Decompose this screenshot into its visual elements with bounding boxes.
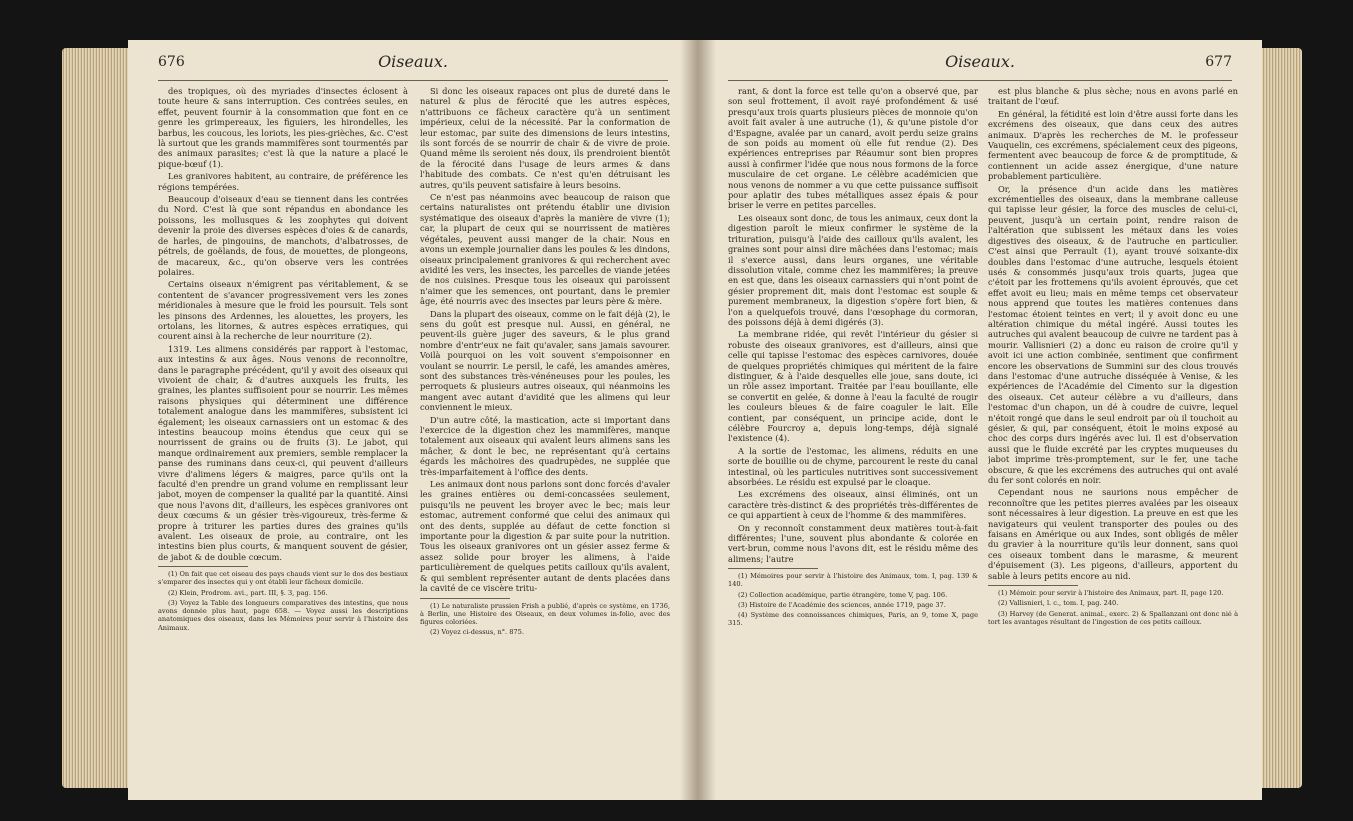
footnote: (2) Klein, Prodrom. avi., part. III, §. 3, pag. 156. bbox=[168, 588, 328, 597]
left-running-title: Oiseaux. bbox=[378, 52, 448, 71]
paragraph: Dans la plupart des oiseaux, comme on le fait déjà (2), le sens du goût est presque nul. Aussi, en général, ne peuvent-ils guère juger des saveurs, & le plus grand nombre d'entr'eux ne fait qu'avaler, sans jamais savourer. Voilà pourquoi on les voit souvent s'empoisonner en voulant se nourrir. Le persil, le café, les amandes amères, sont des substances très-vénéneuses pour les poules, les perroquets & plusieurs autres oiseaux, qui néanmoins les mangent avec autant d'avidité que les alimens qui leur conviennent le mieux. bbox=[420, 308, 670, 413]
footnote: (1) On fait que cet oiseau des pays chauds vient sur le dos des bestiaux s'emparer des insectes qui y ont établi leur fâcheux domicile. bbox=[158, 570, 408, 587]
footnote: (1) Mémoir. pour servir à l'histoire des Animaux, part. II, page 120. bbox=[998, 589, 1224, 598]
footnote: (3) Histoire de l'Académie des sciences, année 1719, page 37. bbox=[738, 600, 946, 609]
paragraph: Cependant nous ne saurions nous empêcher de reconnoître que les petites pierres avalées par les oiseaux sont nécessaires à leur digestion. La preuve en est que les navigateurs qui veulent transporter des poules ou des faisans en Amérique ou aux Indes, sont obligés de mêler du gravier à la nourriture qu'ils leur donnent, sans quoi ces oiseaux tombent dans le marasme, & meurent d'épuisement (3). Les pigeons, d'ailleurs, apportent du sable à leurs petits encore au nid. bbox=[988, 487, 1238, 581]
paragraph: Les excrémens des oiseaux, ainsi éliminés, ont un caractère très-distinct & des propriétés très-différentes de ce qui appartient à ceux de l'homme & des mammifères. bbox=[728, 489, 978, 521]
paragraph: Les oiseaux sont donc, de tous les animaux, ceux dont la digestion paroît le mieux confirmer le système de la trituration, puisqu'à l'aide des cailloux qu'ils avalent, les graines sont pour ainsi dire mâchées dans l'estomac; mais il s'exerce aussi, dans leurs organes, une véritable dissolution vitale, comme chez les mammifères; la preuve en est que, dans les oiseaux carnassiers qui n'ont point de gésier proprement dit, mais dont l'estomac est souple & purement membraneux, la digestion s'opère fort bien, & l'on a quelquefois trouvé, dans l'œsophage du cormoran, des poissons déjà à demi digérés (3). bbox=[728, 212, 978, 327]
left-page-header bbox=[128, 52, 698, 76]
left-page-number: 676 bbox=[158, 54, 185, 70]
paragraph: Beaucoup d'oiseaux d'eau se tiennent dans les contrées du Nord. C'est là que sont répandus en abondance les poissons, les mollusques & les zoophytes qui doivent devenir la proie des diverses espèces d'oies & de canards, de harles, de pingouins, de manchots, d'albatrosses, de pétrels, de goëlands, de fous, de mouettes, de plongeons, de macareux, &c., qu'on observe vers les contrées polaires. bbox=[158, 194, 408, 277]
paragraph: Ce n'est pas néanmoins avec beaucoup de raison que certains naturalistes ont prétendu établir une division systématique des oiseaux d'après la manière de vivre (1); car, la plupart de ceux qui se nourrissent de matières végétales, peuvent aussi manger de la chair. Nous en avons un exemple journalier dans les poules & les dindons, oiseaux principalement granivores & qui recherchent avec avidité les vers, les insectes, les parcelles de viande jetées de nos cuisines. Presque tous les oiseaux qui paroissent n'aimer que les semences, ont pourtant, dans le premier âge, été nourris avec des insectes par leurs père & mère. bbox=[420, 192, 670, 307]
footnote: (2) Vallisnieri, l. c., tom. I, pag. 240. bbox=[998, 599, 1119, 608]
right-header-rule bbox=[728, 80, 1232, 81]
paragraph: D'un autre côté, la mastication, acte si important dans l'exercice de la digestion chez les mammifères, manque totalement aux oiseaux qui avalent leurs alimens sans les mâcher, & dont le bec, ne représentant qu'à certains égards les mâchoires des quadrupèdes, ne supplée que très-imparfaitement à l'office des dents. bbox=[420, 414, 670, 477]
right-column-1 bbox=[728, 86, 978, 776]
footnote: (3) Voyez la Table des longueurs comparatives des intestins, que nous avons donnée plus haut, page 658. — Voyez aussi les descriptions anatomiques des oiseaux, dans les Mémoires pour servir à l'histoire des Animaux. bbox=[158, 598, 408, 632]
footnote: (3) Harvey (de Generat. animal., exerc. 2) & Spallanzani ont donc nié à tort les avantages résultant de l'ingestion de ces petits cailloux. bbox=[988, 609, 1238, 626]
paragraph: En général, la fétidité est loin d'être aussi forte dans les excrémens des oiseaux, que dans ceux des autres animaux. D'après les recherches de M. le professeur Vauquelin, ces excrémens, spécialement ceux des pigeons, fermentent avec beaucoup de force & de promptitude, & contiennent un acide assez énergique, d'une nature probablement particulière. bbox=[988, 108, 1238, 182]
footnote: (1) Le naturaliste prussien Frish a publié, d'après ce système, en 1736, à Berlin, une Histoire des Oiseaux, en deux volumes in-folio, avec des figures coloriées. bbox=[420, 601, 670, 626]
footnote-rule bbox=[988, 585, 1078, 586]
right-page bbox=[698, 40, 1262, 800]
paragraph: rant, & dont la force est telle qu'on a observé que, par son seul frottement, il avoit rayé profondément & usé presqu'aux trois quarts plusieurs pièces de monnoie qu'on avoit fait avaler à une autruche (1), & qu'une pistole d'or d'Espagne, avalée par un canard, avoit perdu seize grains de son poids au moment où elle fut rendue (2). Des expériences entreprises par Réaumur sont bien propres aussi à confirmer l'idée que nous nous formons de la force musculaire de cet organe. Le célèbre académicien que nous venons de nommer a vu que cette puissance suffisoit pour aplatir des tubes métalliques assez épais & pour briser le verre en petites parcelles. bbox=[728, 86, 978, 211]
footnote: (4) Système des connoissances chimiques, Paris, an 9, tome X, page 315. bbox=[728, 611, 978, 628]
left-column-1 bbox=[158, 86, 408, 776]
paragraph: des tropiques, où des myriades d'insectes éclosent à toute heure & sans interruption. Ces contrées seules, en effet, peuvent fournir à la consommation que font en ce genre les grimpereaux, les figuiers, les hirondelles, les barbus, les coucous, les loriots, les pies-grièches, &c. C'est là surtout que les grands mammifères sont tourmentés par des animaux parasites; c'est là que la nature a placé le pique-bœuf (1). bbox=[158, 86, 408, 169]
footnote-rule bbox=[728, 568, 818, 569]
paragraph: Les granivores habitent, au contraire, de préférence les régions tempérées. bbox=[158, 171, 408, 192]
right-column-2 bbox=[988, 86, 1238, 776]
paragraph: Si donc les oiseaux rapaces ont plus de dureté dans le naturel & plus de férocité que les autres espèces, n'attribuons ce fâcheux caractère qu'à un sentiment impérieux, celui de la nécessité. Par la conformation de leur estomac, par suite des dimensions de leurs intestins, ils sont forcés de se nourrir de chair & de vivre de proie. Quand même ils seroient nés doux, ils prendroient bientôt de la férocité dans l'usage de leurs armes & dans l'habitude des combats. Ce n'est qu'en détruisant les autres, qu'ils peuvent satisfaire à leurs besoins. bbox=[420, 86, 670, 190]
paragraph: Or, la présence d'un acide dans les matières excrémentielles des oiseaux, dans la membrane calleuse qui tapisse leur gésier, la force des muscles de celui-ci, peuvent, jusqu'à un certain point, rendre raison de l'altération que subissent les métaux dans les voies digestives des oiseaux, & de l'autruche en particulier. C'est ainsi que Perrault (1), ayant trouvé soixante-dix doubles dans l'estomac d'une autruche, lesquels étoient usés & consommés jusqu'aux trois quarts, jugea que c'étoit par les frottemens qu'ils avoient éprouvés, que cet effet avoit eu lieu; mais en même temps cet observateur nous apprend que toutes les matières contenues dans l'estomac étoient teintes en vert; il y avoit donc eu une altération chimique du métal ingéré. Aussi toutes les autruches qui avalent beaucoup de cuivre ne tardent pas à mourir. Vallisnieri (2) a donc eu raison de croire qu'il y avoit ici une action combinée, sentiment que confirment encore les observations de Summini sur des clous trouvés dans l'estomac d'une autruche disséquée à Venise, & les expériences de l'Académie del Cimento sur la digestion des oiseaux. Cet auteur célèbre a vu d'ailleurs, dans l'estomac d'un chapon, un dé à coudre de cuivre, lequel n'étoit rongé que dans le seul endroit par où il touchoit au gésier, & qui, par conséquent, étoit le moins exposé au choc des corps durs ingérés avec lui. Il est d'observation aussi que le fluide excrété par les cryptes muqueuses du jabot imprime très-promptement, sur le fer, une tache obscure, & que les excrémens des autruches qui ont avalé du fer sont colorés en noir. bbox=[988, 183, 1238, 486]
paragraph: Les animaux dont nous parlons sont donc forcés d'avaler les graines entières ou demi-concassées seulement, puisqu'ils ne peuvent les broyer avec le bec; mais leur estomac, autrement conformé que celui des animaux qui ont des dents, supplée au défaut de cette fonction si importante pour la digestion & par suite pour la nutrition. Tous les oiseaux granivores ont un gésier assez ferme & assez solide pour broyer les alimens, à l'aide particulièrement de quelques petits cailloux qu'ils avalent, & qui semblent représenter autant de dents placées dans la cavité de ce viscère tritu- bbox=[420, 479, 670, 594]
paragraph: 1319. Les alimens considérés par rapport à l'estomac, aux intestins & aux âges. Nous venons de reconnoître, dans le paragraphe précédent, qu'il y avoit des oiseaux qui vivoient de chair, & d'autres auxquels les fruits, les graines, les plantes suffisoient pour se nourrir. Les mêmes raisons physiques qui déterminent une différence totalement analogue dans les mammifères, subsistent ici également; les oiseaux carnassiers ont un estomac & des intestins beaucoup moins étendus que ceux qui se nourrissent de grains ou de fruits (3). Le jabot, qui manque ordinairement aux premiers, semble remplacer la panse des ruminans dans ceux-ci, qui peuvent d'ailleurs vivre d'alimens légers & maigres, parce qu'ils ont la faculté d'en prendre un grand volume en remplissant leur jabot, moyen de compenser la qualité par la quantité. Ainsi que nous l'avons dit, d'ailleurs, les espèces granivores ont deux cœcums & un gésier très-vigoureux, très-ferme & propre à triturer les parties dures des graines qu'ils avalent. Les oiseaux de proie, au contraire, ont les intestins bien plus courts, & manquent souvent de gésier, de jabot & de double cœcum. bbox=[158, 343, 408, 562]
paragraph: est plus blanche & plus sèche; nous en avons parlé en traitant de l'œuf. bbox=[988, 86, 1238, 107]
footnote-rule bbox=[158, 566, 248, 567]
paragraph: On y reconnoît constamment deux matières tout-à-fait différentes; l'une, souvent plus abondante & colorée en vert-brun, comme nous l'avons dit, est le résidu même des alimens; l'autre bbox=[728, 522, 978, 564]
footnote: (2) Collection académique, partie étrangère, tome V, pag. 106. bbox=[738, 590, 948, 599]
right-running-title: Oiseaux. bbox=[945, 52, 1015, 71]
right-page-edges bbox=[1262, 48, 1302, 788]
right-page-header bbox=[698, 52, 1262, 76]
footnote: (1) Mémoires pour servir à l'histoire des Animaux, tom. I, pag. 139 & 140. bbox=[728, 572, 978, 589]
book-gutter bbox=[680, 40, 716, 800]
left-page bbox=[128, 40, 698, 800]
paragraph: La membrane ridée, qui revêt l'intérieur du gésier si robuste des oiseaux granivores, est d'ailleurs, ainsi que celle qui tapisse l'estomac des espèces carnivores, douée de quelques propriétés chimiques qui méritent de la faire distinguer, & à l'aide desquelles elle joue, sans doute, ici un rôle assez important. Traitée par l'eau bouillante, elle se convertit en gelée, & donne à l'eau la faculté de rougir les couleurs bleues & de faire coaguler le lait. Elle contient, par conséquent, un principe acide, dont le célèbre Fourcroy a, depuis long-temps, déjà signalé l'existence (4). bbox=[728, 329, 978, 444]
left-page-edges bbox=[62, 48, 128, 788]
open-book bbox=[62, 40, 1302, 800]
footnote-rule bbox=[420, 598, 510, 599]
paragraph: Certains oiseaux n'émigrent pas véritablement, & se contentent de s'avancer progressivement vers les zones méridionales à mesure que le froid les poursuit. Tels sont les pinsons des Ardennes, les alouettes, les proyers, les ortolans, les litornes, & autres espèces erratiques, qui courent ainsi à la recherche de leur nourriture (2). bbox=[158, 279, 408, 342]
left-column-2 bbox=[420, 86, 670, 776]
footnote: (2) Voyez ci-dessus, n°. 875. bbox=[430, 628, 524, 637]
paragraph: A la sortie de l'estomac, les alimens, réduits en une sorte de bouillie ou de chyme, parcourent le reste du canal intestinal, où les particules nutritives sont successivement absorbées. Le résidu est expulsé par le cloaque. bbox=[728, 445, 978, 488]
right-page-number: 677 bbox=[1205, 54, 1232, 70]
left-header-rule bbox=[158, 80, 668, 81]
